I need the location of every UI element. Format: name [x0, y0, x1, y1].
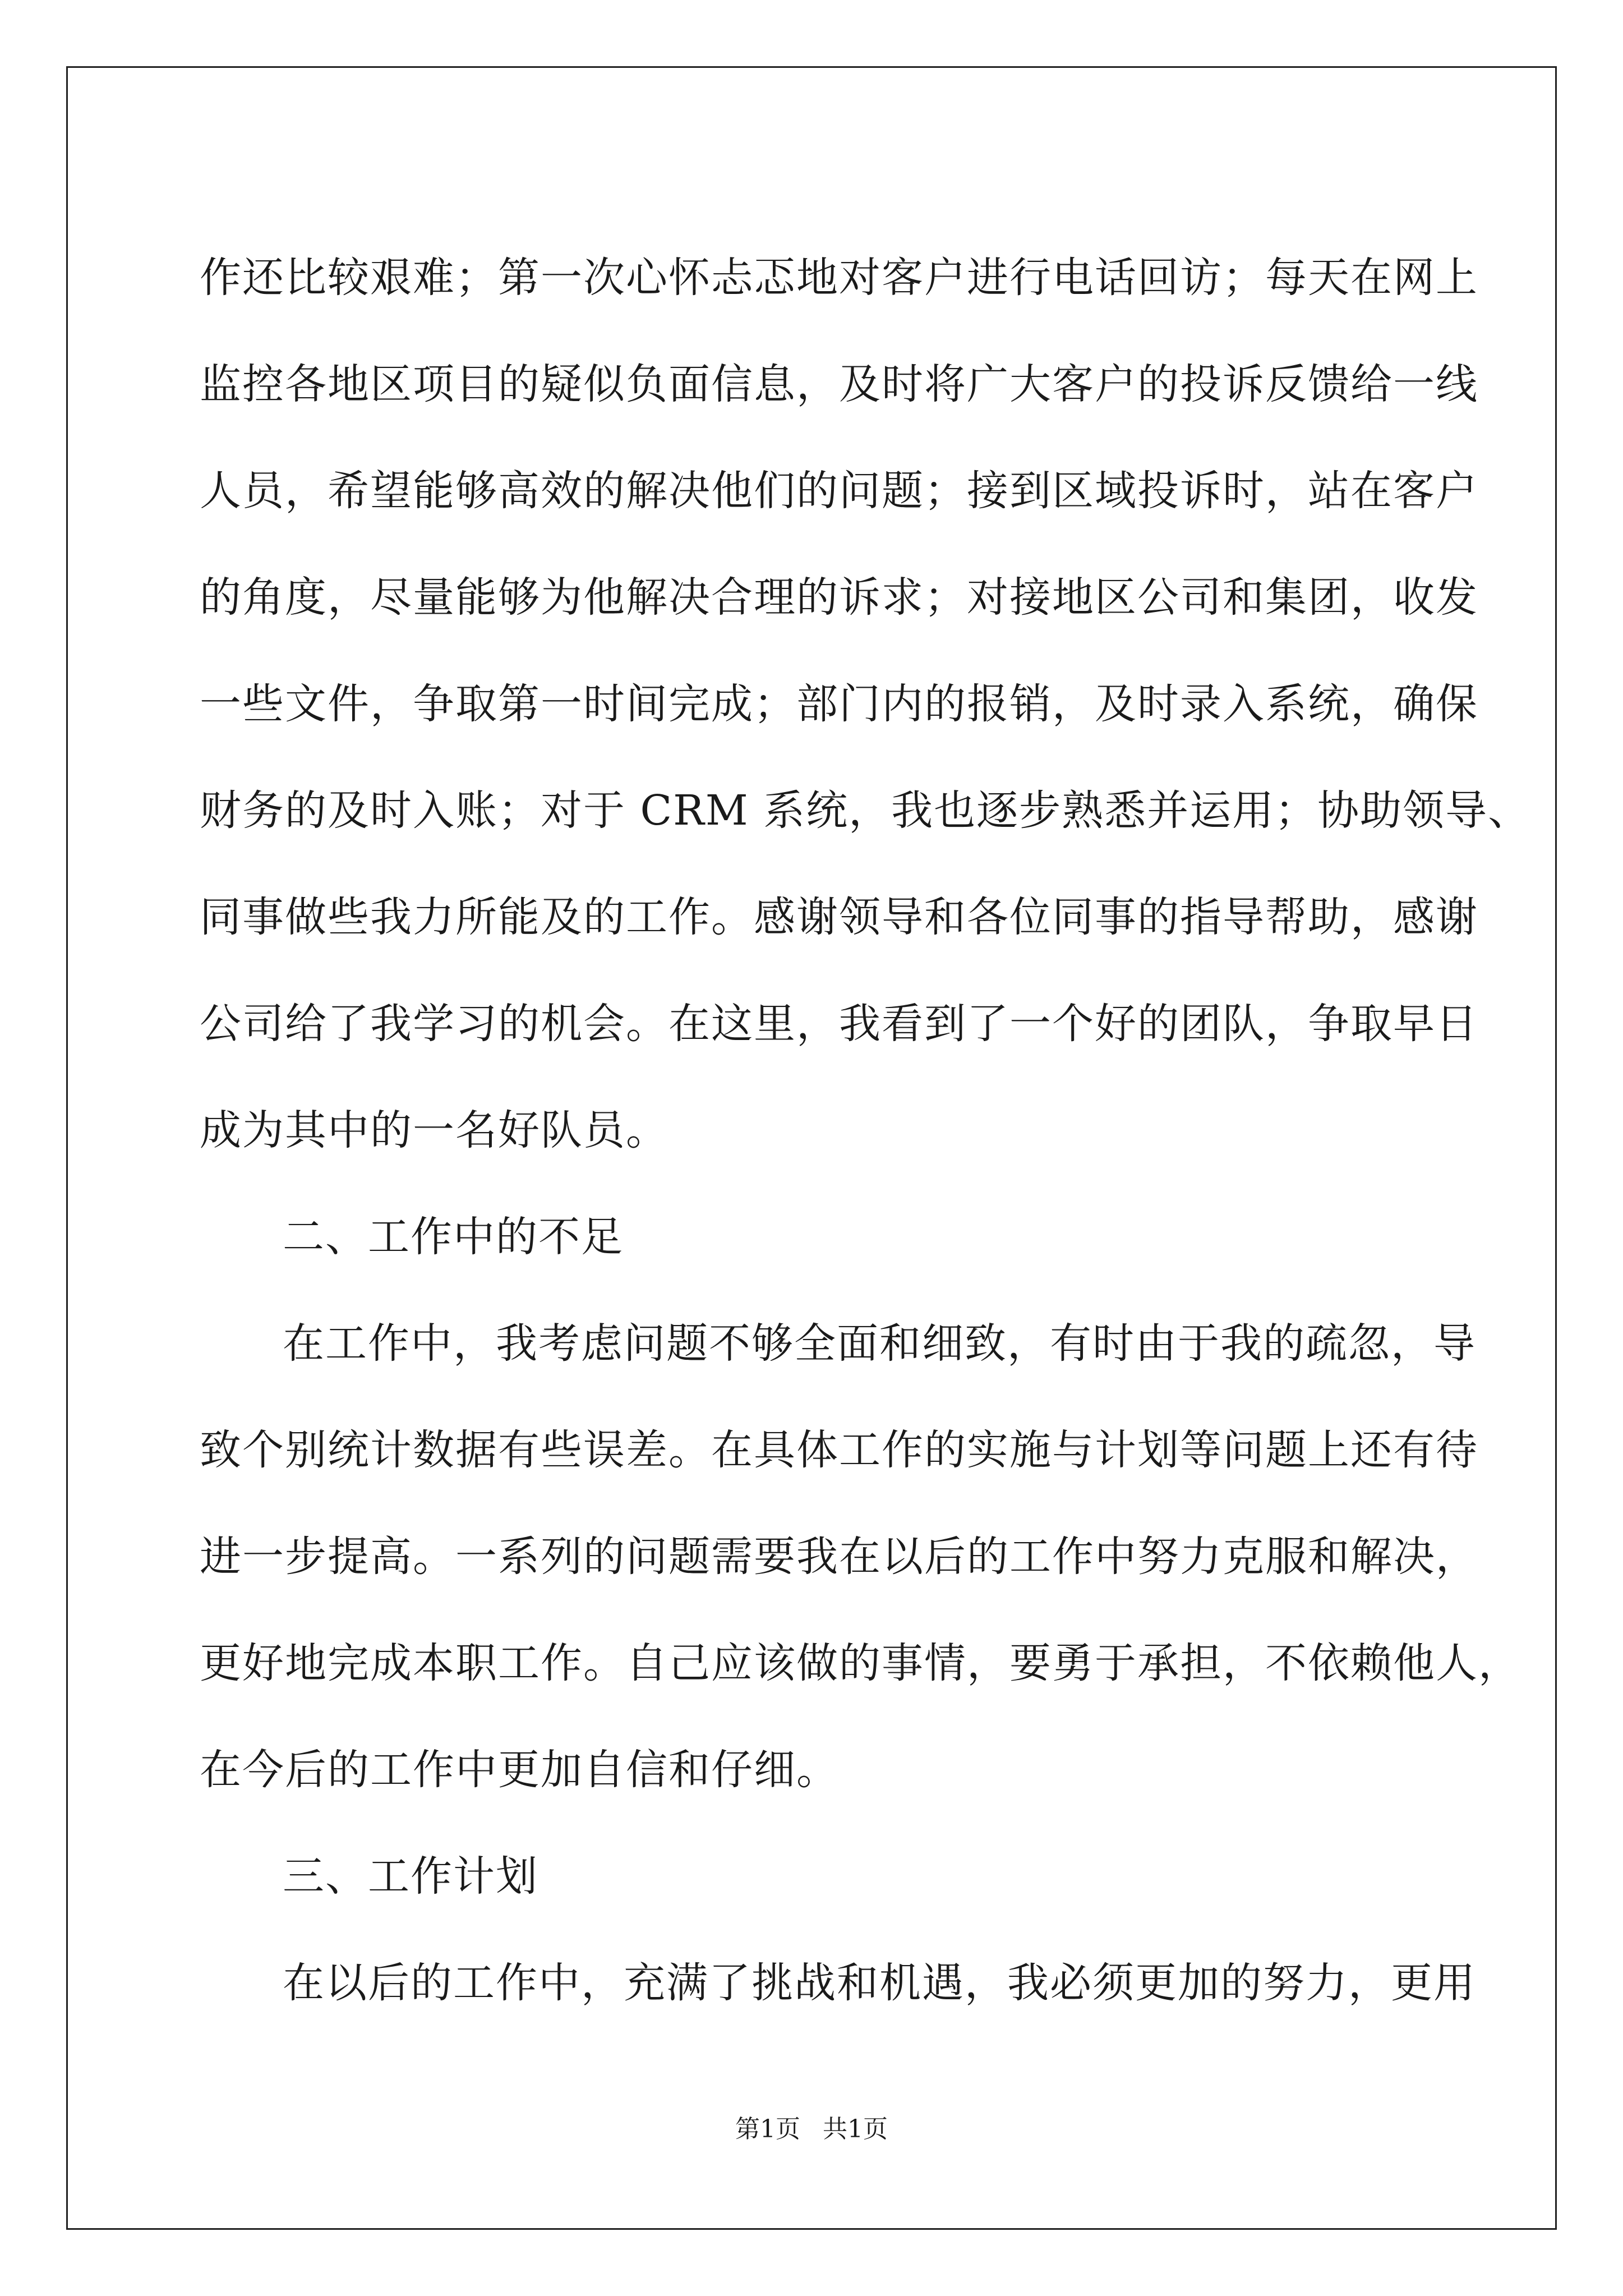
text-line-15: 在今后的工作中更加自信和仔细。	[200, 1746, 839, 1794]
text-line-14: 更好地完成本职工作。自己应该做的事情，要勇于承担，不依赖他人，	[200, 1639, 1521, 1687]
text-line-3: 人员，希望能够高效的解决他们的问题；接到区域投诉时，站在客户	[200, 467, 1478, 515]
text-line-9: 成为其中的一名好队员。	[200, 1106, 668, 1154]
text-line-1: 作还比较艰难；第一次心怀忐忑地对客户进行电话回访；每天在网上	[200, 254, 1478, 302]
text-line-5: 一些文件，争取第一时间完成；部门内的报销，及时录入系统，确保	[200, 680, 1478, 728]
text-line-17: 在以后的工作中，充满了挑战和机遇，我必须更加的努力，更用	[283, 1959, 1476, 2007]
text-line-2: 监控各地区项目的疑似负面信息，及时将广大客户的投诉反馈给一线	[200, 360, 1478, 408]
page-number: 第1页	[735, 2115, 800, 2143]
text-line-7: 同事做些我力所能及的工作。感谢领导和各位同事的指导帮助，感谢	[200, 893, 1478, 941]
page-footer	[0, 2113, 1623, 2146]
section-heading-work-plan: 三、工作计划	[283, 1852, 538, 1901]
text-line-6: 财务的及时入账；对于 CRM 系统，我也逐步熟悉并运用；协助领导、	[200, 786, 1531, 835]
page-total: 共1页	[823, 2115, 888, 2143]
text-line-8: 公司给了我学习的机会。在这里，我看到了一个好的团队，争取早日	[200, 1000, 1478, 1048]
text-line-13: 进一步提高。一系列的问题需要我在以后的工作中努力克服和解决，	[200, 1533, 1478, 1581]
text-line-4: 的角度，尽量能够为他解决合理的诉求；对接地区公司和集团，收发	[200, 573, 1478, 622]
document-body	[200, 224, 1531, 2036]
section-heading-shortcomings: 二、工作中的不足	[283, 1213, 624, 1261]
text-line-11: 在工作中，我考虑问题不够全面和细致，有时由于我的疏忽，导	[283, 1319, 1476, 1368]
text-line-12: 致个别统计数据有些误差。在具体工作的实施与计划等问题上还有待	[200, 1426, 1478, 1474]
